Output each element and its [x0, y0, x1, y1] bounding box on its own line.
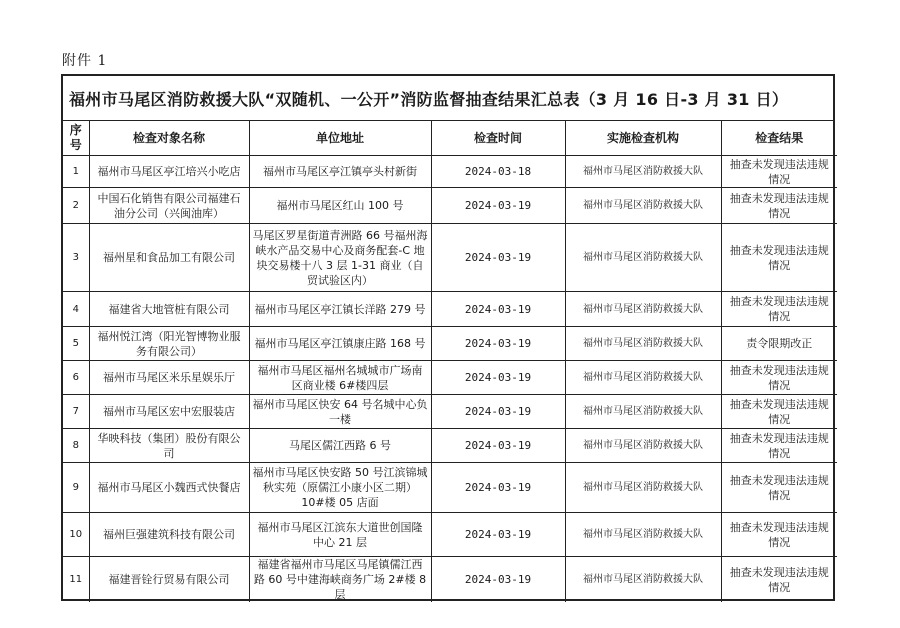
table-row [63, 188, 837, 224]
header-time: 检查时间 [431, 121, 565, 156]
target-name: 福建晋铨行贸易有限公司 [89, 557, 249, 603]
row-number: 11 [63, 557, 89, 603]
inspection-date: 2024-03-18 [431, 156, 565, 188]
target-name: 福州市马尾区小魏西式快餐店 [89, 463, 249, 513]
header-row [63, 121, 837, 156]
table-row [63, 429, 837, 463]
inspecting-agency: 福州市马尾区消防救援大队 [565, 224, 721, 292]
inspecting-agency: 福州市马尾区消防救援大队 [565, 292, 721, 327]
page-title: 福州市马尾区消防救援大队“双随机、一公开”消防监督抽查结果汇总表（3 月 16 日-3 月 31 日） [63, 76, 833, 121]
inspection-result: 抽查未发现违法违规情况 [721, 361, 837, 395]
summary-sheet [61, 74, 835, 601]
inspecting-agency: 福州市马尾区消防救援大队 [565, 395, 721, 429]
table-row [63, 463, 837, 513]
target-address: 马尾区罗星街道青洲路 66 号福州海峡水产品交易中心及商务配套-C 地块交易楼十八 3 层 1-31 商业（自贸试验区内） [249, 224, 431, 292]
inspection-date: 2024-03-19 [431, 327, 565, 361]
target-address: 福州市马尾区亭江镇长洋路 279 号 [249, 292, 431, 327]
inspection-date: 2024-03-19 [431, 292, 565, 327]
inspection-result: 抽查未发现违法违规情况 [721, 395, 837, 429]
inspecting-agency: 福州市马尾区消防救援大队 [565, 156, 721, 188]
row-number: 7 [63, 395, 89, 429]
target-name: 福州市马尾区宏中宏服装店 [89, 395, 249, 429]
table-row [63, 156, 837, 188]
row-number: 5 [63, 327, 89, 361]
target-address: 福州市马尾区快安路 50 号江滨锦城秋实苑（原儒江小康小区二期）10#楼 05 店面 [249, 463, 431, 513]
inspecting-agency: 福州市马尾区消防救援大队 [565, 463, 721, 513]
header-result: 检查结果 [721, 121, 837, 156]
inspecting-agency: 福州市马尾区消防救援大队 [565, 361, 721, 395]
annex-label: 附件 1 [62, 53, 108, 69]
inspection-date: 2024-03-19 [431, 188, 565, 224]
target-name: 福州星和食品加工有限公司 [89, 224, 249, 292]
target-name: 福州市马尾区亭江培兴小吃店 [89, 156, 249, 188]
inspection-date: 2024-03-19 [431, 557, 565, 603]
table-row [63, 292, 837, 327]
row-number: 3 [63, 224, 89, 292]
row-number: 4 [63, 292, 89, 327]
target-address: 福州市马尾区红山 100 号 [249, 188, 431, 224]
inspecting-agency: 福州市马尾区消防救援大队 [565, 557, 721, 603]
inspection-date: 2024-03-19 [431, 513, 565, 557]
inspection-result: 抽查未发现违法违规情况 [721, 557, 837, 603]
target-name: 福州悦江湾（阳光智博物业服务有限公司） [89, 327, 249, 361]
table-row [63, 513, 837, 557]
table-row [63, 361, 837, 395]
row-number: 8 [63, 429, 89, 463]
row-number: 10 [63, 513, 89, 557]
inspection-date: 2024-03-19 [431, 395, 565, 429]
row-number: 2 [63, 188, 89, 224]
target-address: 马尾区儒江西路 6 号 [249, 429, 431, 463]
row-number: 1 [63, 156, 89, 188]
header-no: 序号 [63, 121, 89, 156]
inspection-date: 2024-03-19 [431, 429, 565, 463]
header-address: 单位地址 [249, 121, 431, 156]
target-address: 福州市马尾区亭江镇亭头村新街 [249, 156, 431, 188]
header-agency: 实施检查机构 [565, 121, 721, 156]
inspecting-agency: 福州市马尾区消防救援大队 [565, 513, 721, 557]
target-name: 福州巨强建筑科技有限公司 [89, 513, 249, 557]
table-row [63, 224, 837, 292]
table-row [63, 557, 837, 603]
target-name: 福建省大地管桩有限公司 [89, 292, 249, 327]
table-row [63, 327, 837, 361]
inspection-result: 责令限期改正 [721, 327, 837, 361]
header-name: 检查对象名称 [89, 121, 249, 156]
target-address: 福州市马尾区快安 64 号名城中心负一楼 [249, 395, 431, 429]
inspecting-agency: 福州市马尾区消防救援大队 [565, 429, 721, 463]
inspection-result: 抽查未发现违法违规情况 [721, 463, 837, 513]
inspecting-agency: 福州市马尾区消防救援大队 [565, 188, 721, 224]
inspecting-agency: 福州市马尾区消防救援大队 [565, 327, 721, 361]
inspection-result: 抽查未发现违法违规情况 [721, 156, 837, 188]
inspection-table [63, 121, 837, 602]
target-name: 中国石化销售有限公司福建石油分公司（兴闽油库） [89, 188, 249, 224]
target-address: 福建省福州市马尾区马尾镇儒江西路 60 号中建海峡商务广场 2#楼 8 层 [249, 557, 431, 603]
row-number: 9 [63, 463, 89, 513]
inspection-date: 2024-03-19 [431, 361, 565, 395]
target-name: 福州市马尾区米乐星娱乐厅 [89, 361, 249, 395]
target-address: 福州市马尾区亭江镇康庄路 168 号 [249, 327, 431, 361]
row-number: 6 [63, 361, 89, 395]
inspection-date: 2024-03-19 [431, 224, 565, 292]
inspection-result: 抽查未发现违法违规情况 [721, 292, 837, 327]
inspection-result: 抽查未发现违法违规情况 [721, 513, 837, 557]
target-address: 福州市马尾区福州名城城市广场南区商业楼 6#楼四层 [249, 361, 431, 395]
target-address: 福州市马尾区江滨东大道世创国隆中心 21 层 [249, 513, 431, 557]
target-name: 华映科技（集团）股份有限公司 [89, 429, 249, 463]
inspection-result: 抽查未发现违法违规情况 [721, 429, 837, 463]
table-row [63, 395, 837, 429]
inspection-result: 抽查未发现违法违规情况 [721, 224, 837, 292]
inspection-result: 抽查未发现违法违规情况 [721, 188, 837, 224]
inspection-date: 2024-03-19 [431, 463, 565, 513]
